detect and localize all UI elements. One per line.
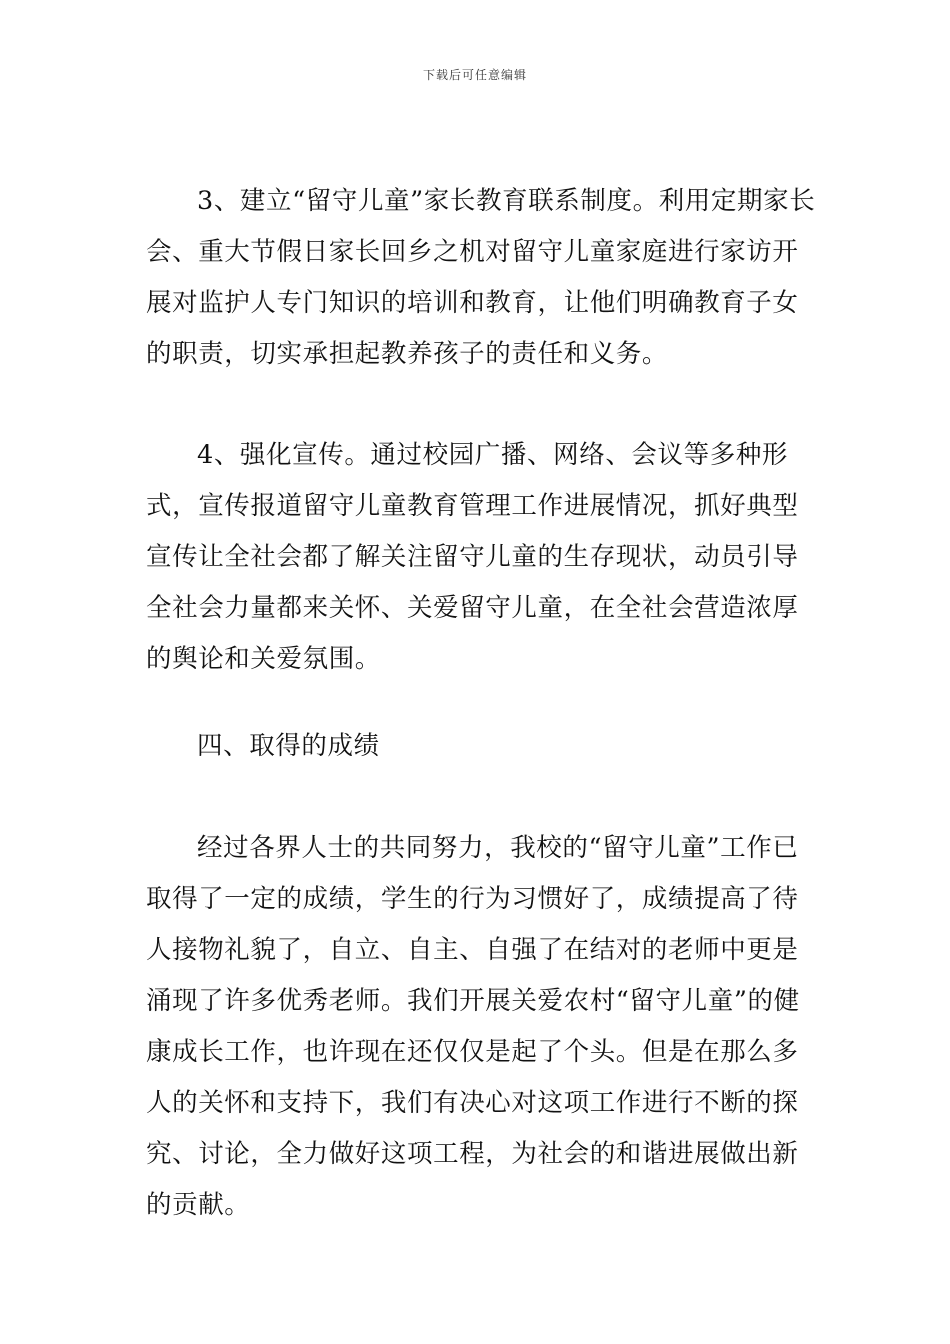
paragraph-parent-contact-system <box>146 176 816 380</box>
paragraph-text: 3、建立“留守儿童”家长教育联系制度。利用定期家长会、重大节假日家长回乡之机对留守儿童家庭进行家访开展对监护人专门知识的培训和教育，让他们明确教育子女的职责，切实承担起教养孩子的责任和义务。 <box>146 186 816 369</box>
paragraph-publicity <box>146 430 816 685</box>
section-heading-text: 四、取得的成绩 <box>197 731 380 761</box>
paragraph-text: 4、强化宣传。通过校园广播、网络、会议等多种形式，宣传报道留守儿童教育管理工作进展情况，抓好典型宣传让全社会都了解关注留守儿童的生存现状，动员引导全社会力量都来关怀、关爱留守儿童，在全社会营造浓厚的舆论和关爱氛围。 <box>146 440 799 674</box>
section-heading-achievements <box>146 721 816 772</box>
page-header: 下载后可任意编辑 <box>422 68 527 82</box>
paragraph-text: 经过各界人士的共同努力，我校的“留守儿童”工作已取得了一定的成绩，学生的行为习惯好了，成绩提高了待人接物礼貌了，自立、自主、自强了在结对的老师中更是涌现了许多优秀老师。我们开展关爱农村“留守儿童”的健康成长工作，也许现在还仅仅是起了个头。但是在那么多人的关怀和支持下，我们有决心对这项工作进行不断的探究、讨论，全力做好这项工程，为社会的和谐进展做出新的贡献。 <box>146 833 800 1220</box>
paragraph-achievements <box>146 823 816 1231</box>
